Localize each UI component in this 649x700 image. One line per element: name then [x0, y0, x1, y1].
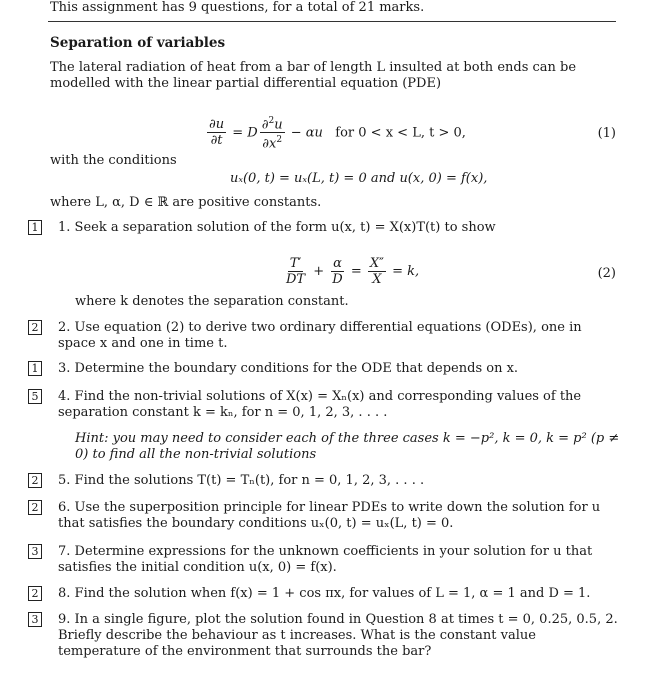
intro-paragraph: The lateral radiation of heat from a bar of length L insulted at both ends can be modelled with the linear partial differential equation (PDE) [50, 60, 577, 91]
boundary-conditions: uₓ(0, t) = uₓ(L, t) = 0 and u(x, 0) = f(x), [230, 171, 488, 186]
marks-box-q2: 2 [28, 320, 42, 336]
question-8: 8. Find the solution when f(x) = 1 + cos πx, for values of L = 1, α = 1 and D = 1. [58, 586, 591, 601]
equation-1-number: (1) [597, 126, 616, 141]
marks-box-q1: 1 [28, 220, 42, 236]
marks-box-q3: 1 [28, 361, 42, 377]
marks-box-q4: 5 [28, 389, 42, 405]
with-conditions-label: with the conditions [50, 153, 177, 168]
header-divider [48, 21, 616, 22]
question-1: 1. Seek a separation solution of the form u(x, t) = X(x)T(t) to show [58, 220, 496, 235]
equation-2: $\frac{T'}{DT}$ + $\frac{\alpha}{D}$ = $\frac{X''}{X}$ = k, [286, 256, 420, 287]
section-title: Separation of variables [50, 35, 226, 51]
question-4: 4. Find the non-trivial solutions of X(x) = Xₙ(x) and corresponding values of the separation constant k = kₙ, for n = 0, 1, 2, 3, . . . . [58, 389, 582, 420]
separation-constant-note: where k denotes the separation constant. [75, 294, 349, 309]
question-9: 9. In a single figure, plot the solution found in Question 8 at times t = 0, 0.25, 0.5, 2. Briefly describe the behaviour as t increases. What is the constant value temperature of the environment that surrounds the bar? [58, 612, 618, 659]
constants-note: where L, α, D ∈ ℝ are positive constants. [50, 195, 322, 210]
question-5: 5. Find the solutions T(t) = Tₙ(t), for n = 0, 1, 2, 3, . . . . [58, 473, 425, 488]
equation-1: $\frac{\partial u}{\partial t}$ = D $\frac{\partial^2u}{\partial x^2}$ − αu for 0 < x < L, t > 0, [209, 116, 466, 152]
question-3: 3. Determine the boundary conditions for the ODE that depends on x. [58, 361, 519, 376]
assignment-note: This assignment has 9 questions, for a total of 21 marks. [50, 0, 425, 15]
hint-text: Hint: you may need to consider each of the three cases k = −p², k = 0, k = p² (p ≠ 0) to find all the non-trivial solutions [75, 431, 620, 462]
marks-box-q9: 3 [28, 612, 42, 628]
marks-box-q7: 3 [28, 544, 42, 560]
marks-box-q6: 2 [28, 500, 42, 516]
question-7: 7. Determine expressions for the unknown coefficients in your solution for u that satisfies the initial condition u(x, 0) = f(x). [58, 544, 593, 575]
marks-box-q8: 2 [28, 586, 42, 602]
equation-1-condition: for 0 < x < L, t > 0, [335, 125, 466, 141]
marks-box-q5: 2 [28, 473, 42, 489]
question-2: 2. Use equation (2) to derive two ordinary differential equations (ODEs), one in space x and one in time t. [58, 320, 582, 351]
equation-2-result: = k, [392, 264, 420, 279]
equation-2-number: (2) [597, 266, 616, 281]
question-6: 6. Use the superposition principle for linear PDEs to write down the solution for u that satisfies the boundary conditions uₓ(0, t) = uₓ(L, t) = 0. [58, 500, 601, 531]
